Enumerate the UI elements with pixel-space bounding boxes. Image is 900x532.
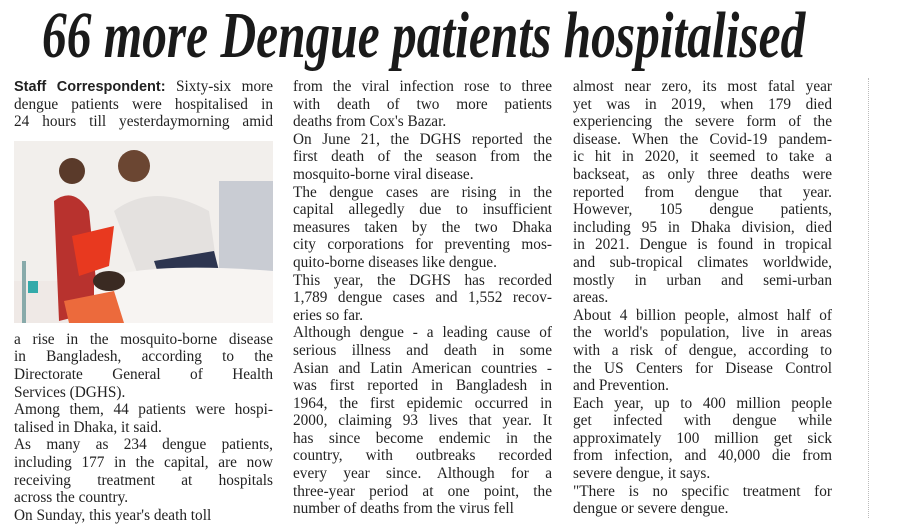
text-line: almost near zero, its most fatal year	[573, 78, 832, 95]
text-line: and Prevention.	[573, 377, 670, 395]
article-column-3	[573, 78, 832, 518]
text-line: 1,789 dengue cases and 1,552 recov-	[293, 289, 552, 307]
text-line: has since become endemic in the	[293, 429, 552, 447]
text-line: capital allegedly due to insufficient	[293, 201, 552, 219]
text-line: Asian and Latin American countries -	[293, 359, 552, 377]
text-line: On Sunday, this year's death toll	[14, 506, 212, 524]
article-column-1	[14, 78, 273, 524]
text-line: from the viral infection rose to three	[293, 78, 552, 95]
text-line: receiving treatment at hospitals	[14, 471, 273, 489]
column-divider	[868, 78, 869, 518]
text-line: "There is no specific treatment for	[573, 482, 832, 500]
text-line: 24 hours till yesterdaymorning amid	[14, 113, 273, 131]
text-line: About 4 billion people, almost half of	[573, 306, 832, 324]
text-line: from infection, and 40,000 die from	[573, 447, 832, 465]
text-line: mosquito-borne viral disease.	[293, 165, 474, 183]
text-line: quito-borne diseases like dengue.	[293, 253, 497, 271]
text-line: dengue patients were hospitalised in	[14, 95, 273, 113]
text-line: severe dengue, it says.	[573, 465, 711, 483]
text-line: yet was in 2019, when 179 died	[573, 95, 832, 113]
text-line: in Bangladesh, according to the	[14, 348, 273, 366]
text-line: 1964, the first epidemic occurred in	[293, 394, 552, 412]
text-line: This year, the DGHS has recorded	[293, 271, 552, 289]
text-line: with death of two more patients	[293, 95, 552, 113]
text-line: first death of the season from the	[293, 148, 552, 166]
text-line: The dengue cases are rising in the	[293, 183, 552, 201]
text-line: approximately 100 million get sick	[573, 429, 832, 447]
text-line: was first reported in Bangladesh in	[293, 377, 552, 395]
text-line: three-year period at one point, the	[293, 482, 552, 500]
text-line: Each year, up to 400 million people	[573, 394, 832, 412]
article-column-2	[293, 78, 552, 518]
text-line: number of deaths from the virus fell	[293, 500, 514, 518]
text-line: ic hit in 2020, it seemed to take a	[573, 148, 832, 166]
text-line: talised in Dhaka, it said.	[14, 418, 162, 436]
text-line: every year since. Although for a	[293, 465, 552, 483]
text-line: including 95 in Dhaka division, died	[573, 218, 832, 236]
text-line: measures taken by the two Dhaka	[293, 218, 552, 236]
text-line: Staff Correspondent: Sixty-six more	[14, 78, 273, 95]
lead-paragraph	[14, 78, 273, 131]
text-line: mostly in urban and semi-urban	[573, 271, 832, 289]
text-line: Among them, 44 patients were hospi-	[14, 401, 273, 419]
text-line: in 2021. Dengue is found in tropical	[573, 236, 832, 254]
text-line: the US Centers for Disease Control	[573, 359, 832, 377]
text-line: disease. When the Covid-19 pandem-	[573, 130, 832, 148]
text-line: reported from dengue that year.	[573, 183, 832, 201]
text-line: Although dengue - a leading cause of	[293, 324, 552, 342]
text-line: with a risk of dengue, according to	[573, 341, 832, 359]
text-line: areas.	[573, 289, 609, 307]
text-line: a rise in the mosquito-borne disease	[14, 330, 273, 348]
text-line: Directorate General of Health	[14, 365, 273, 383]
text-line: across the country.	[14, 489, 129, 507]
text-line: the world's population, live in areas	[573, 324, 832, 342]
text-line: As many as 234 dengue patients,	[14, 436, 273, 454]
text-line: and sub-tropical climates worldwide,	[573, 253, 832, 271]
text-line: 2000, claiming 93 lives that year. It	[293, 412, 552, 430]
text-line: country, with outbreaks recorded	[293, 447, 552, 465]
text-line: backseat, as only three deaths were	[573, 165, 832, 183]
text-line: Services (DGHS).	[14, 383, 126, 401]
text-line: eries so far.	[293, 306, 364, 324]
column-1-body	[14, 331, 273, 525]
article-photo	[14, 141, 273, 323]
text-line: serious illness and death in some	[293, 341, 552, 359]
text-line: city corporations for preventing mos-	[293, 236, 552, 254]
text-line: On June 21, the DGHS reported the	[293, 130, 552, 148]
headline: 66 more Dengue patients hospitalised	[42, 0, 806, 72]
text-line: deaths from Cox's Bazar.	[293, 113, 447, 131]
text-line: However, 105 dengue patients,	[573, 201, 832, 219]
text-line: experiencing the severe form of the	[573, 113, 832, 131]
text-line: including 177 in the capital, are now	[14, 453, 273, 471]
byline: Staff Correspondent:	[14, 79, 166, 95]
text-line: get infected with dengue while	[573, 412, 832, 430]
text-line: dengue or severe dengue.	[573, 500, 729, 518]
